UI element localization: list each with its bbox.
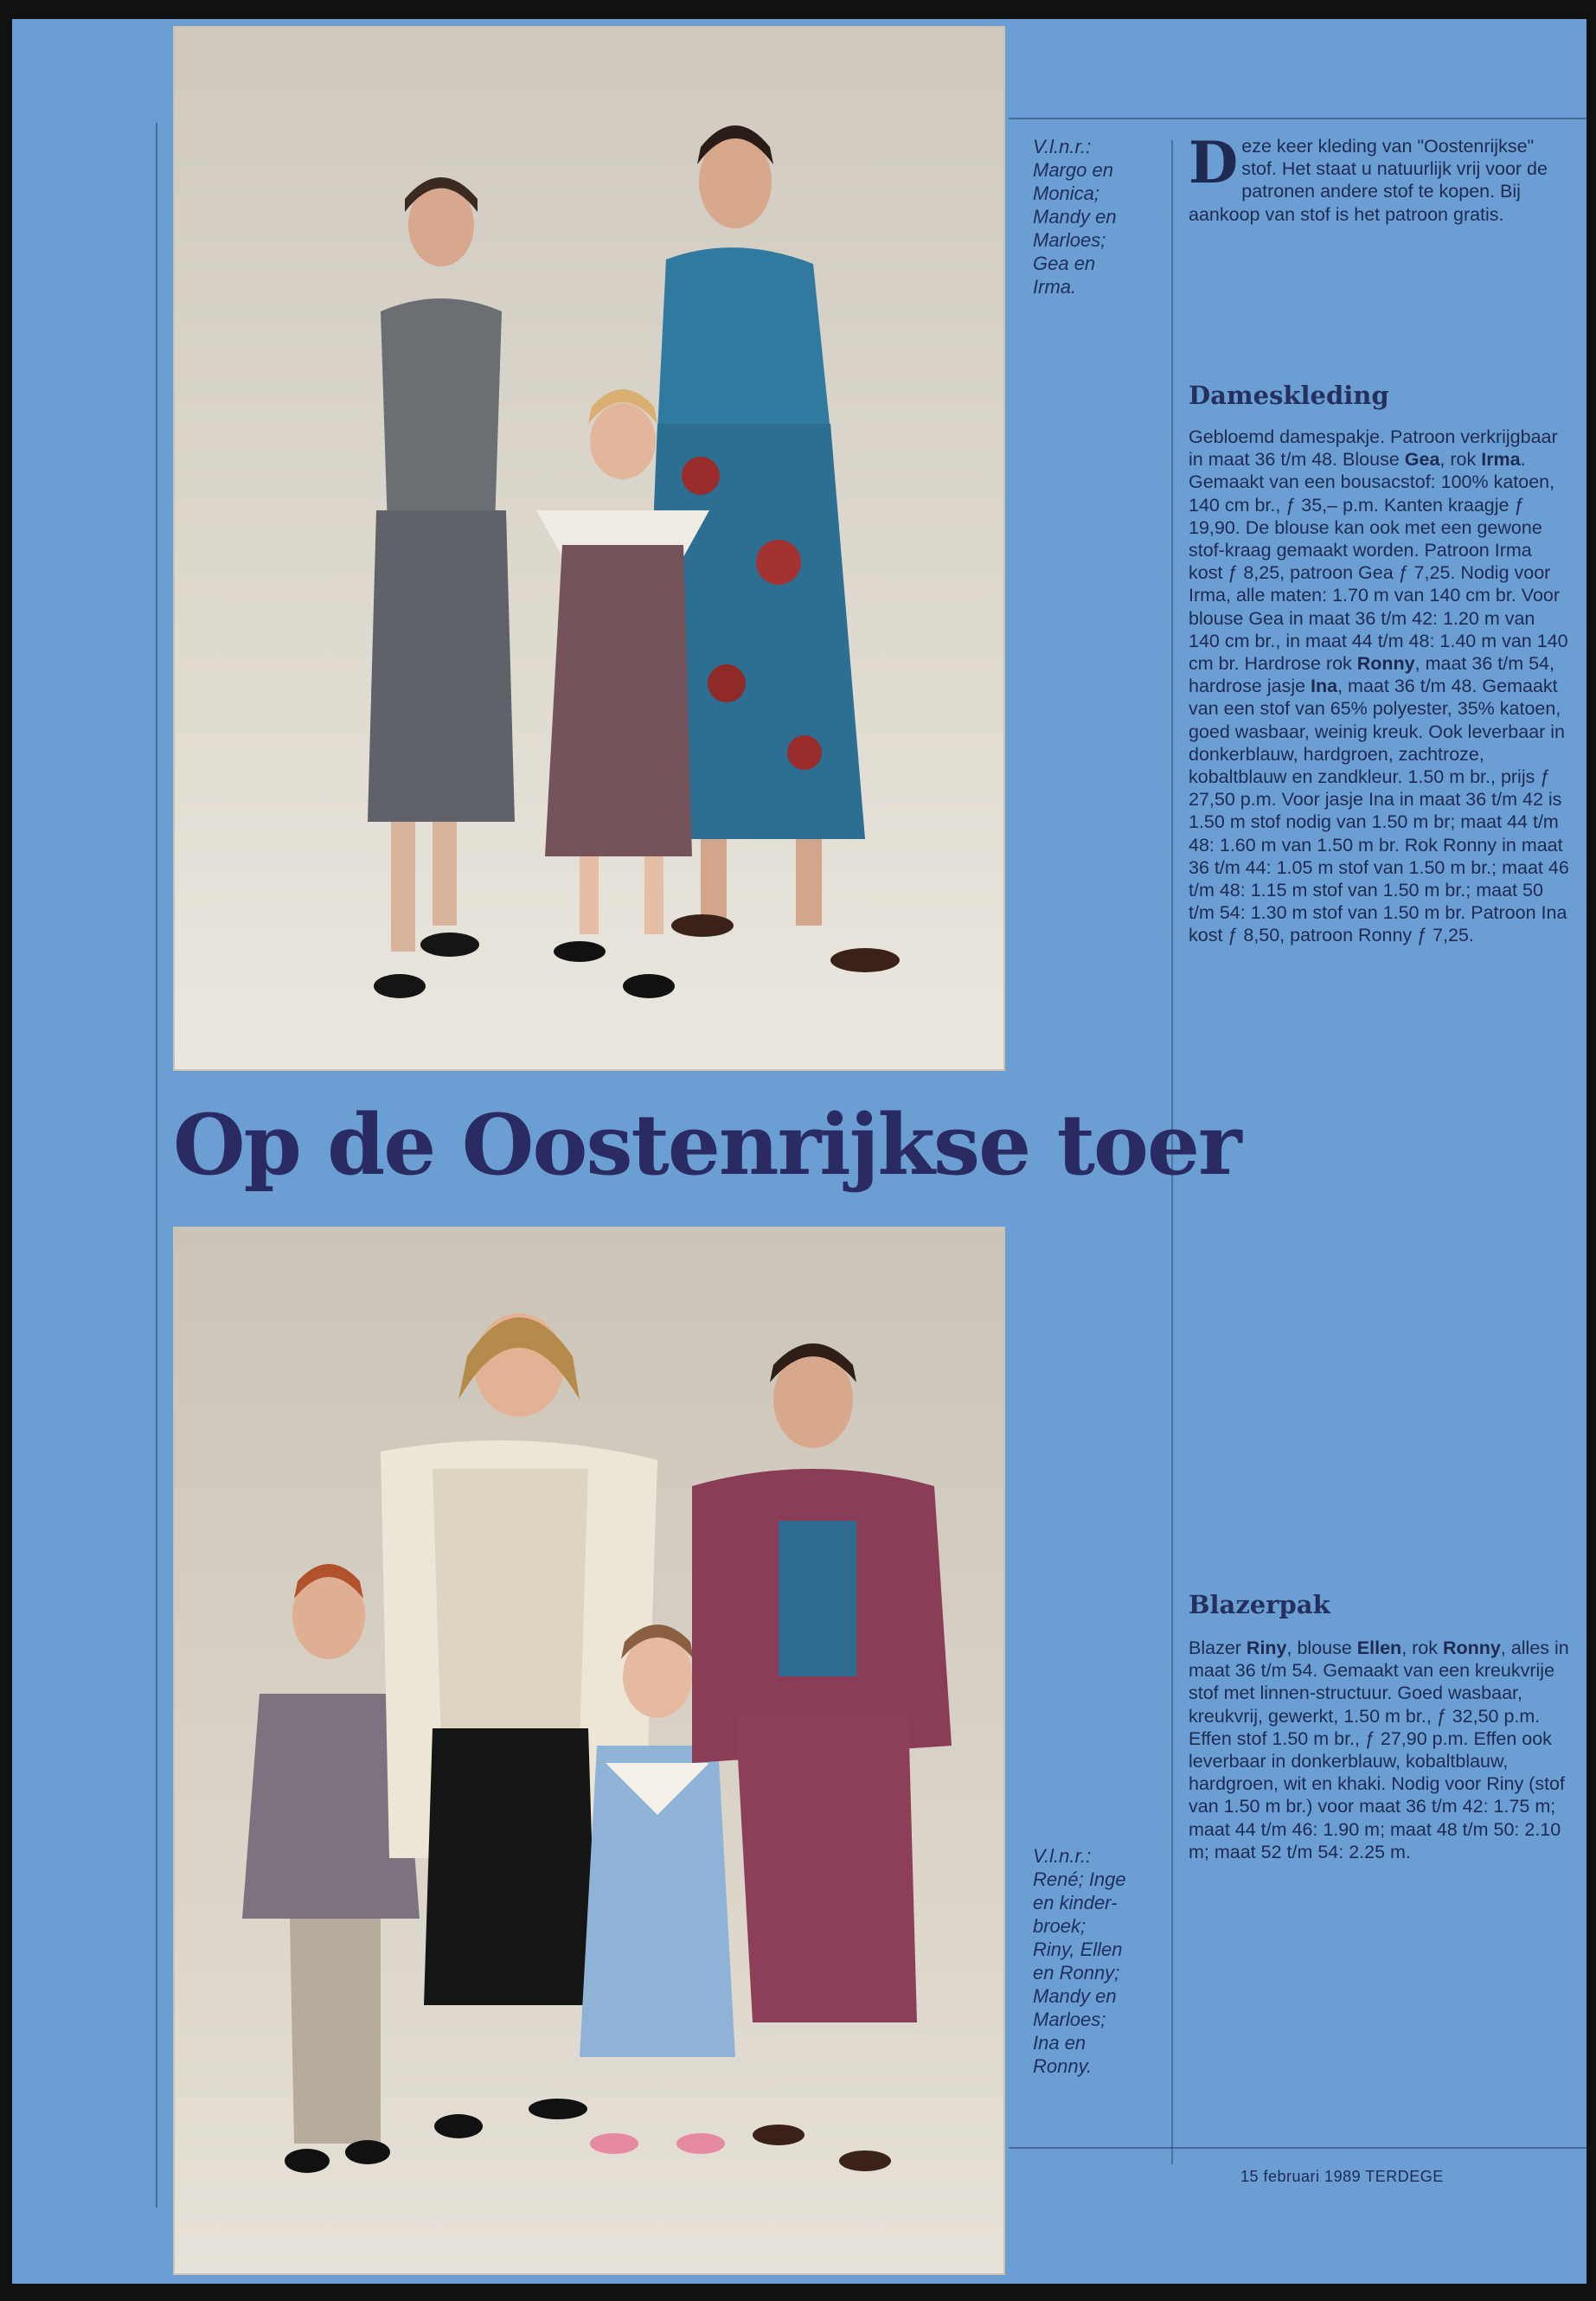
headline: Op de Oostenrijkse toer bbox=[173, 1096, 1240, 1194]
intro-text: eze keer kleding van "Oostenrijkse" stof. Het staat u natuurlijk vrij voor de patronen andere stof te kopen. Bij aankoop van stof is het patroon gratis. bbox=[1189, 136, 1548, 225]
caption-line: Monica; bbox=[1033, 183, 1100, 204]
garment-name: Ronny bbox=[1442, 1638, 1501, 1658]
top-rule bbox=[1009, 118, 1586, 119]
body-text: Blazer bbox=[1189, 1638, 1247, 1658]
photo-top bbox=[173, 26, 1005, 1071]
left-rule bbox=[156, 123, 157, 2208]
caption-line: Mandy en bbox=[1033, 1985, 1117, 2007]
garment-name: Ellen bbox=[1356, 1638, 1402, 1658]
body-text: Gebloemd damespakje. Patroon verkrijgbaar in maat 36 t/m 48. Blouse bbox=[1189, 426, 1558, 471]
caption-line: Riny, Ellen bbox=[1033, 1939, 1123, 1960]
figure-girl-left bbox=[368, 177, 515, 998]
caption-line: en kinder- bbox=[1033, 1892, 1118, 1913]
caption-line: Marloes; bbox=[1033, 2009, 1106, 2030]
intro-paragraph bbox=[1189, 129, 1569, 226]
body-text: , maat 36 t/m 54, hardrose jasje bbox=[1189, 653, 1554, 697]
caption-bottom bbox=[1033, 1844, 1163, 2078]
garment-name: Ina bbox=[1311, 676, 1338, 697]
drop-cap: D bbox=[1189, 129, 1239, 196]
section-heading-dameskleding: Dameskleding bbox=[1189, 381, 1389, 410]
section-body-dameskleding bbox=[1189, 426, 1569, 947]
body-text: , alles in maat 36 t/m 54. Gemaakt van een kreukvrije stof met linnen-structuur. Goed wasbaar, kreukvrij, gewerkt, 1.50 m br., ƒ 32,50 p.m. Effen stof 1.50 m br., ƒ 27,90 p.m. Effen ook leverbaar in donkerblauw, kobaltblauw, hardgroen, wit en khaki. Nodig voor Riny (stof van 1.50 m br.) voor maat 36 t/m 42: 1.75 m; maat 44 t/m 46: 1.90 m; maat 48 t/m 50: 2.10 m; maat 52 t/m 54: 2.25 m. bbox=[1189, 1638, 1569, 1862]
photo-bottom bbox=[173, 1227, 1005, 2275]
caption-line: René; Inge bbox=[1033, 1868, 1126, 1890]
caption-line: Margo en bbox=[1033, 159, 1113, 181]
caption-line: V.l.n.r.: bbox=[1033, 1845, 1092, 1867]
caption-line: Ronny. bbox=[1033, 2055, 1093, 2077]
caption-line: Ina en bbox=[1033, 2032, 1086, 2054]
bottom-rule bbox=[1009, 2147, 1586, 2149]
photo-top-figures bbox=[173, 26, 1005, 1071]
caption-line: Irma. bbox=[1033, 276, 1077, 298]
garment-name: Irma bbox=[1481, 449, 1521, 471]
photo-bottom-figures bbox=[173, 1227, 1005, 2275]
garment-name: Gea bbox=[1404, 449, 1440, 471]
caption-top bbox=[1033, 135, 1163, 298]
body-text: , rok bbox=[1401, 1638, 1443, 1658]
caption-line: broek; bbox=[1033, 1915, 1086, 1937]
garment-name: Riny bbox=[1246, 1638, 1287, 1658]
section-heading-blazerpak: Blazerpak bbox=[1189, 1590, 1330, 1619]
garment-name: Ronny bbox=[1356, 653, 1415, 675]
caption-line: Gea en bbox=[1033, 253, 1096, 274]
caption-line: V.l.n.r.: bbox=[1033, 136, 1092, 157]
magazine-page bbox=[12, 19, 1586, 2284]
body-text: , rok bbox=[1439, 449, 1482, 471]
caption-line: en Ronny; bbox=[1033, 1962, 1120, 1984]
body-text: , maat 36 t/m 48. Gemaakt van een stof van 65% polyester, 35% katoen, goed wasbaar, weinig kreuk. Ook leverbaar in donkerblauw, hardgroen, zachtroze, kobaltblauw en zandkleur. 1.50 m br., prijs ƒ 27,50 p.m. Voor jasje Ina in maat 36 t/m 42 is 1.50 m stof nodig van 1.50 m br; maat 44 t/m 48: 1.60 m van 1.50 m br. Rok Ronny in maat 36 t/m 44: 1.05 m stof van 1.50 m br.; maat 46 t/m 48: 1.15 m stof van 1.50 m br.; maat 50 t/m 54: 1.30 m stof van 1.50 m br. Patroon Ina kost ƒ 8,50, patroon Ronny ƒ 7,25. bbox=[1189, 676, 1569, 946]
page-footer: 15 februari 1989 TERDEGE bbox=[1240, 2168, 1444, 2185]
section-body-blazerpak bbox=[1189, 1637, 1569, 1863]
body-text: , blouse bbox=[1286, 1638, 1357, 1658]
body-text: . Gemaakt van een bousacstof: 100% katoen, 140 cm br., ƒ 35,– p.m. Kanten kraagje ƒ 19,90. De blouse kan ook met een gewone stof-kraag gemaakt worden. Patroon Irma kost ƒ 8,25, patroon Gea ƒ 7,25. Nodig voor Irma, alle maten: 1.70 m van 140 cm br. Voor blouse Gea in maat 36 t/m 42: 1.20 m van 140 cm br., in maat 44 t/m 48: 1.40 m van 140 cm br. Hardrose rok bbox=[1189, 449, 1568, 675]
caption-line: Mandy en bbox=[1033, 206, 1117, 228]
caption-line: Marloes; bbox=[1033, 229, 1106, 251]
